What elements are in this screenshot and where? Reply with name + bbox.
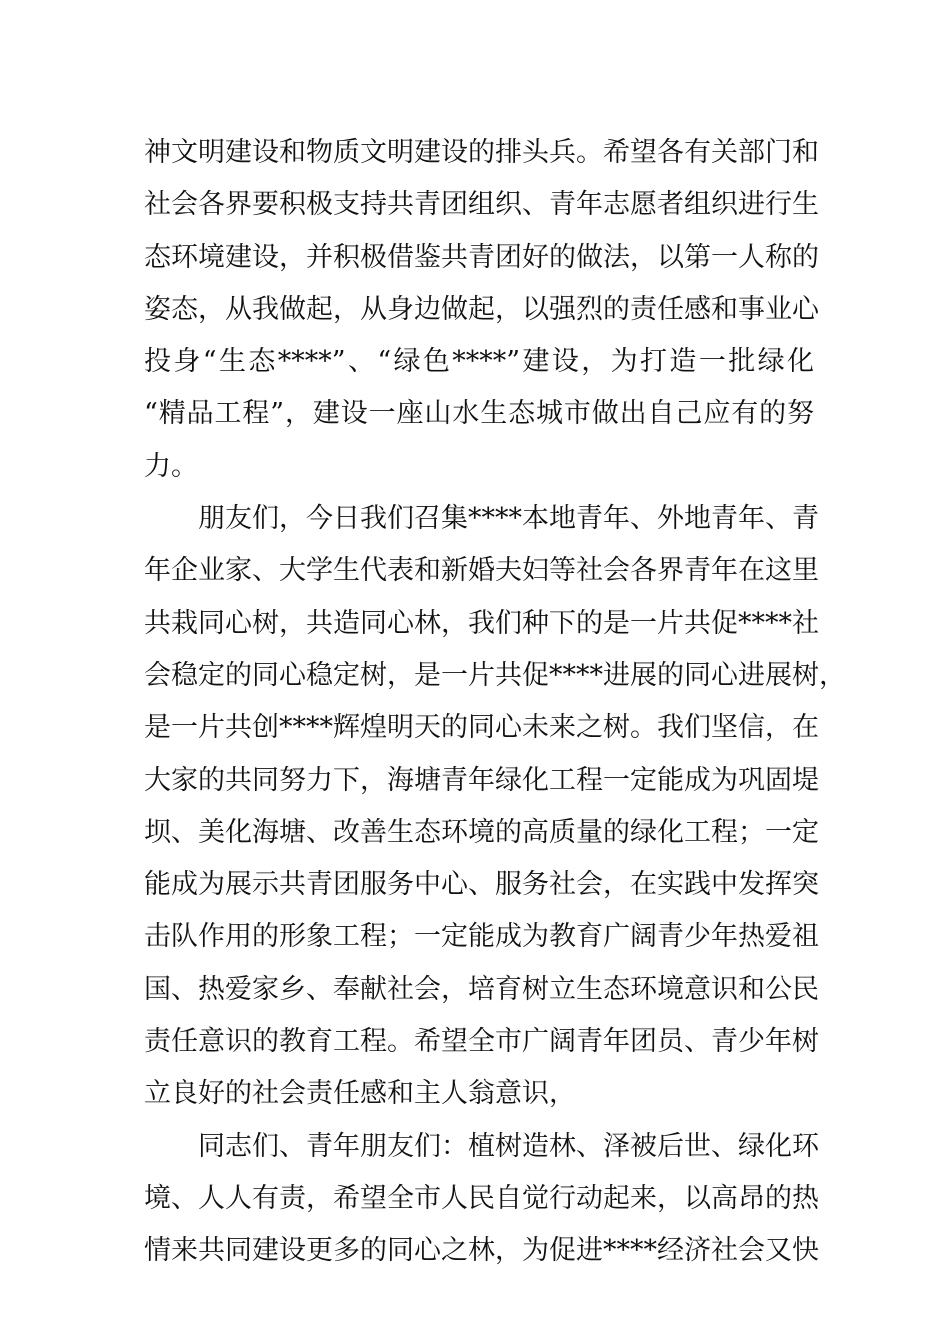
text-line: 立良好的社会责任感和主人翁意识， bbox=[144, 1078, 576, 1110]
text-line: 情来共同建设更多的同心之林，为促进****经济社会又快 bbox=[144, 1235, 819, 1267]
text-line: 责任意识的教育工程。希望全市广阔青年团员、青少年树 bbox=[144, 1026, 819, 1058]
text-line: 境、人人有责，希望全市人民自觉行动起来，以高昂的热 bbox=[144, 1182, 819, 1214]
text-line: “精品工程”，建设一座山水生态城市做出自己应有的努 bbox=[144, 398, 814, 430]
text-line: 是一片共创****辉煌明天的同心未来之树。我们坚信，在 bbox=[144, 712, 819, 744]
paragraph bbox=[144, 127, 819, 493]
text-line: 能成为展示共青团服务中心、服务社会，在实践中发挥突 bbox=[144, 869, 819, 901]
paragraph bbox=[144, 493, 846, 1121]
text-line: 朋友们，今日我们召集****本地青年、外地青年、青 bbox=[198, 503, 819, 535]
paragraph bbox=[144, 1121, 819, 1278]
text-line: 态环境建设，并积极借鉴共青团好的做法，以第一人称的 bbox=[144, 241, 819, 273]
text-line: 共栽同心树，共造同心林，我们种下的是一片共促****社 bbox=[144, 607, 819, 639]
text-line: 社会各界要积极支持共青团组织、青年志愿者组织进行生 bbox=[144, 189, 819, 221]
text-line: 年企业家、大学生代表和新婚夫妇等社会各界青年在这里 bbox=[144, 555, 819, 587]
text-line: 坝、美化海塘、改善生态环境的高质量的绿化工程；一定 bbox=[144, 816, 819, 848]
text-line: 同志们、青年朋友们：植树造林、泽被后世、绿化环 bbox=[198, 1130, 819, 1162]
text-line: 击队作用的形象工程；一定能成为教育广阔青少年热爱祖 bbox=[144, 921, 819, 953]
text-line: 大家的共同努力下，海塘青年绿化工程一定能成为巩固堤 bbox=[144, 764, 819, 796]
text-line: 姿态，从我做起，从身边做起，以强烈的责任感和事业心 bbox=[144, 293, 819, 325]
text-line: 神文明建设和物质文明建设的排头兵。希望各有关部门和 bbox=[144, 137, 819, 168]
text-line: 投身“生态****”、“绿色****”建设，为打造一批绿化 bbox=[144, 346, 814, 378]
document-body bbox=[144, 127, 846, 1278]
text-line: 会稳定的同心稳定树，是一片共促****进展的同心进展树， bbox=[144, 659, 846, 691]
text-line: 国、热爱家乡、奉献社会，培育树立生态环境意识和公民 bbox=[144, 973, 819, 1005]
text-line: 力。 bbox=[144, 450, 198, 482]
